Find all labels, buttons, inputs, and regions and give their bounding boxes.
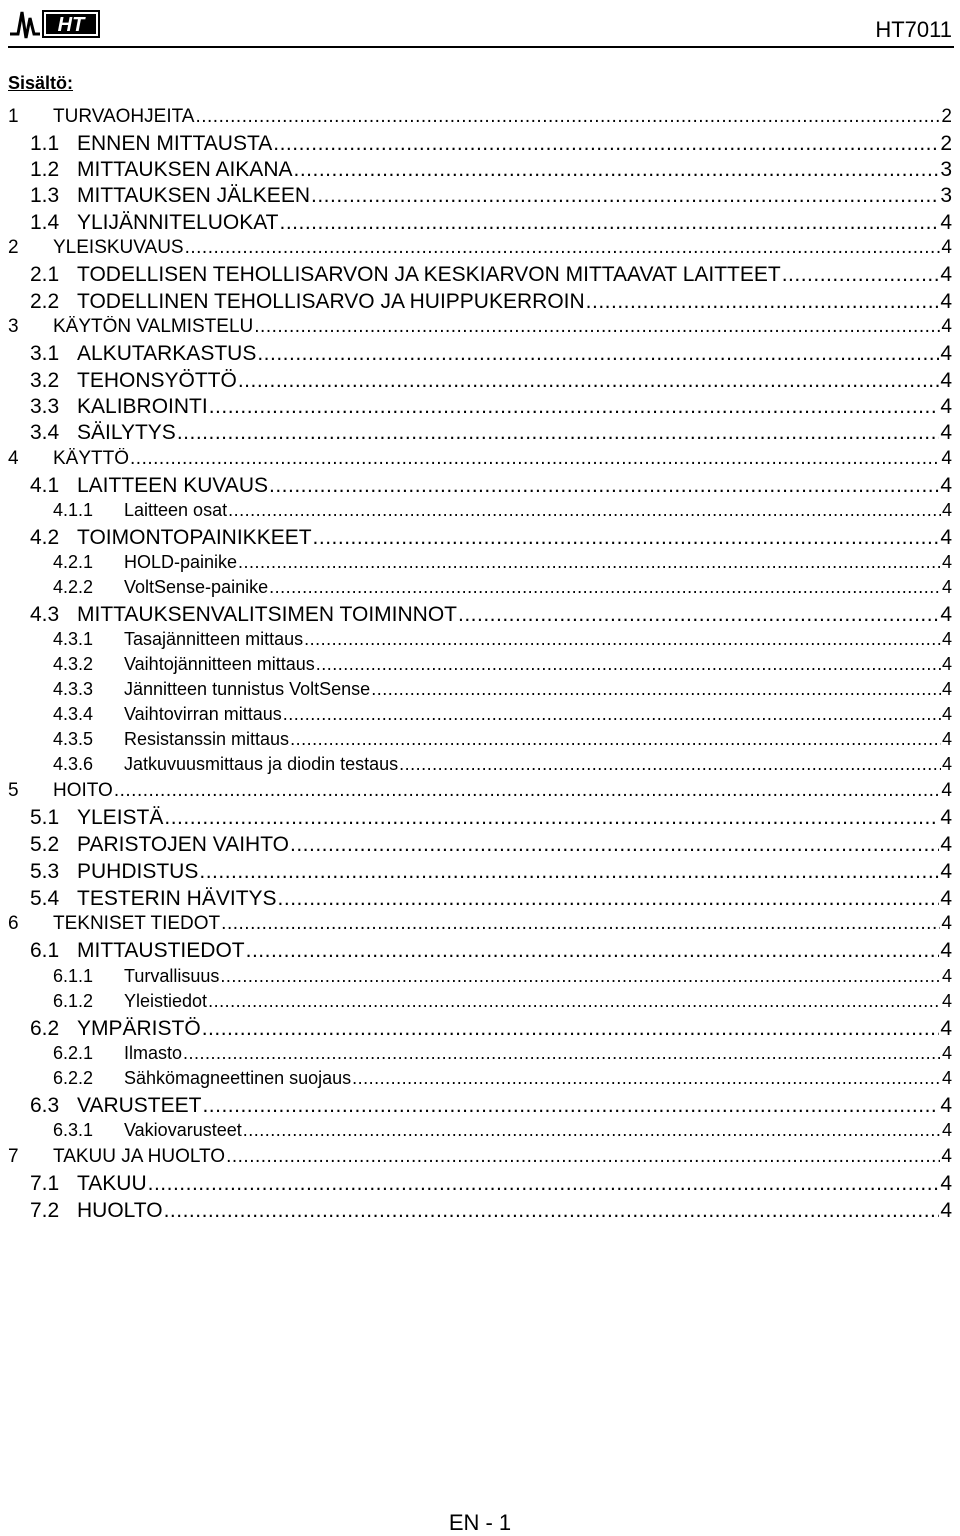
ht-logo-graphic	[8, 4, 104, 42]
toc-leader-dots	[458, 603, 939, 627]
toc-leader-dots	[280, 211, 940, 235]
toc-entry-page: 4	[940, 290, 952, 313]
toc-leader-dots	[246, 939, 940, 963]
toc-entry[interactable]	[30, 184, 952, 210]
toc-entry[interactable]	[30, 211, 952, 237]
toc-entry[interactable]	[30, 806, 952, 832]
toc-entry-number: 5.2	[30, 833, 60, 856]
toc-entry-title: HOITO	[53, 780, 113, 801]
toc-entry-title: Sähkömagneettinen suojaus	[124, 1068, 352, 1088]
toc-leader-dots	[202, 1017, 940, 1041]
toc-entry-title: HOLD-painike	[124, 552, 238, 572]
toc-entry-number: 4.2.1	[53, 552, 94, 572]
toc-entry[interactable]	[30, 132, 952, 158]
toc-entry-title: Ilmasto	[124, 1043, 183, 1063]
toc-entry-number: 7.1	[30, 1172, 60, 1195]
header-divider	[8, 46, 954, 48]
toc-entry-number: 6.1.2	[53, 991, 94, 1011]
toc-entry-number: 7	[8, 1146, 19, 1167]
toc-entry-number: 1	[8, 106, 19, 127]
toc-entry-page: 4	[941, 704, 952, 724]
toc-entry-number: 4.1	[30, 474, 60, 497]
toc-entry-page: 4	[940, 603, 952, 626]
toc-entry-page: 4	[940, 939, 952, 962]
toc-entry[interactable]	[30, 474, 952, 500]
toc-leader-dots	[177, 421, 939, 445]
toc-entry-number: 4.2	[30, 526, 60, 549]
toc-entry-page: 4	[941, 448, 952, 469]
toc-entry-page: 4	[940, 833, 952, 856]
toc-entry-number: 1.2	[30, 158, 60, 181]
toc-entry-title: MITTAUKSEN AIKANA	[77, 158, 293, 181]
toc-entry[interactable]	[8, 780, 952, 806]
toc-leader-dots	[269, 474, 939, 498]
toc-leader-dots	[283, 704, 941, 725]
toc-entry[interactable]	[8, 1146, 952, 1172]
toc-entry-number: 3.4	[30, 421, 60, 444]
toc-entry-title: LAITTEEN KUVAUS	[77, 474, 268, 497]
toc-entry-number: 2	[8, 237, 19, 258]
toc-entry[interactable]	[53, 500, 952, 526]
toc-entry[interactable]	[53, 754, 952, 780]
toc-entry-title: TESTERIN HÄVITYS	[77, 887, 277, 910]
toc-leader-dots	[221, 913, 940, 935]
toc-entry-title: MITTAUKSENVALITSIMEN TOIMINNOT	[77, 603, 457, 626]
toc-entry-page: 4	[941, 729, 952, 749]
toc-entry-number: 6.3	[30, 1094, 60, 1117]
toc-entry[interactable]	[30, 939, 952, 965]
toc-entry-page: 4	[941, 1120, 952, 1140]
toc-entry[interactable]	[30, 833, 952, 859]
toc-leader-dots	[238, 369, 939, 393]
toc-entry[interactable]	[30, 158, 952, 184]
toc-leader-dots	[290, 833, 939, 857]
toc-entry-title: Vaihtovirran mittaus	[124, 704, 282, 724]
toc-entry[interactable]	[53, 1043, 952, 1069]
toc-entry[interactable]	[30, 860, 952, 886]
toc-entry-title: YLEISTÄ	[77, 806, 164, 829]
toc-entry[interactable]	[30, 1017, 952, 1043]
toc-entry-page: 4	[941, 577, 952, 597]
toc-leader-dots	[164, 806, 939, 830]
toc-leader-dots	[148, 1172, 940, 1196]
toc-entry-number: 5	[8, 780, 19, 801]
toc-leader-dots	[273, 132, 939, 156]
toc-entry[interactable]	[53, 1120, 952, 1146]
toc-entry[interactable]	[30, 369, 952, 395]
toc-entry-number: 6.1	[30, 939, 60, 962]
toc-entry[interactable]	[30, 1199, 952, 1225]
toc-entry-page: 4	[941, 237, 952, 258]
toc-entry-title: Jatkuvuusmittaus ja diodin testaus	[124, 754, 399, 774]
toc-entry-title: TURVAOHJEITA	[53, 106, 195, 127]
toc-entry-page: 4	[941, 913, 952, 934]
toc-entry-page: 4	[941, 679, 952, 699]
toc-entry-page: 3	[940, 184, 952, 207]
ht-logo	[8, 4, 104, 42]
toc-entry-number: 4.3.5	[53, 729, 94, 749]
toc-entry[interactable]	[53, 679, 952, 705]
toc-entry-page: 4	[941, 500, 952, 520]
toc-entry[interactable]	[30, 395, 952, 421]
toc-entry-number: 4.1.1	[53, 500, 94, 520]
toc-entry-number: 4.3.4	[53, 704, 94, 724]
toc-entry-number: 3.2	[30, 369, 60, 392]
toc-entry-title: KÄYTÖN VALMISTELU	[53, 316, 254, 337]
toc-entry-number: 7.2	[30, 1199, 60, 1222]
toc-entry-page: 4	[941, 991, 952, 1011]
toc-entry-page: 4	[940, 421, 952, 444]
toc-entry-title: TAKUU	[77, 1172, 147, 1195]
toc-entry-title: MITTAUSTIEDOT	[77, 939, 245, 962]
toc-entry-title: KÄYTTÖ	[53, 448, 130, 469]
toc-leader-dots	[313, 526, 940, 550]
toc-entry[interactable]	[8, 316, 952, 342]
toc-leader-dots	[294, 158, 940, 182]
toc-entry-title: PUHDISTUS	[77, 860, 199, 883]
toc-leader-dots	[208, 991, 941, 1012]
toc-leader-dots	[269, 577, 941, 598]
toc-entry-number: 4.3.1	[53, 629, 94, 649]
toc-entry-title: Yleistiedot	[124, 991, 208, 1011]
toc-entry-number: 1.3	[30, 184, 60, 207]
toc-entry-number: 6	[8, 913, 19, 934]
toc-entry-page: 4	[941, 966, 952, 986]
toc-leader-dots	[586, 290, 940, 314]
toc-entry-title: YLIJÄNNITELUOKAT	[77, 211, 279, 234]
toc-entry-number: 4	[8, 448, 19, 469]
toc-entry-title: Vaihtojännitteen mittaus	[124, 654, 315, 674]
toc-entry-title: TAKUU JA HUOLTO	[53, 1146, 226, 1167]
toc-leader-dots	[238, 552, 941, 573]
toc-leader-dots	[254, 316, 940, 338]
toc-entry-page: 4	[940, 395, 952, 418]
toc-entry-page: 4	[941, 316, 952, 337]
toc-entry-number: 6.3.1	[53, 1120, 94, 1140]
toc-entry-page: 4	[940, 1172, 952, 1195]
toc-leader-dots	[352, 1068, 941, 1089]
svg-text:HT: HT	[57, 14, 85, 36]
toc-entry-number: 5.3	[30, 860, 60, 883]
toc-leader-dots	[226, 1146, 940, 1168]
toc-entry-page: 4	[940, 1199, 952, 1222]
toc-entry-page: 4	[941, 754, 952, 774]
toc-entry-page: 4	[940, 806, 952, 829]
toc-entry-page: 4	[941, 552, 952, 572]
toc-entry-page: 2	[941, 106, 952, 127]
toc-entry-page: 3	[940, 158, 952, 181]
toc-entry-number: 1.4	[30, 211, 60, 234]
toc-entry-number: 6.2.2	[53, 1068, 94, 1088]
toc-entry-title: TOIMONTOPAINIKKEET	[77, 526, 312, 549]
toc-entry[interactable]	[53, 729, 952, 755]
toc-entry-title: Vakiovarusteet	[124, 1120, 242, 1140]
toc-entry[interactable]	[30, 887, 952, 913]
toc-entry-title: SÄILYTYS	[77, 421, 176, 444]
toc-entry[interactable]	[30, 421, 952, 447]
toc-entry-title: MITTAUKSEN JÄLKEEN	[77, 184, 310, 207]
toc-entry-number: 6.1.1	[53, 966, 94, 986]
toc-entry-page: 4	[941, 654, 952, 674]
toc-entry-title: TODELLINEN TEHOLLISARVO JA HUIPPUKERROIN	[77, 290, 585, 313]
toc-entry-number: 5.4	[30, 887, 60, 910]
toc-leader-dots	[130, 448, 940, 470]
toc-entry-number: 6.2.1	[53, 1043, 94, 1063]
toc-entry-title: VARUSTEET	[77, 1094, 202, 1117]
toc-entry-number: 6.2	[30, 1017, 60, 1040]
toc-entry-number: 1.1	[30, 132, 60, 155]
toc-leader-dots	[257, 342, 939, 366]
toc-entry-page: 4	[941, 1068, 952, 1088]
toc-entry-page: 4	[941, 1146, 952, 1167]
toc-leader-dots	[209, 395, 940, 419]
toc-leader-dots	[316, 654, 941, 675]
toc-entry-number: 4.3	[30, 603, 60, 626]
toc-entry-title: TODELLISEN TEHOLLISARVON JA KESKIARVON MITTAAVAT LAITTEET	[77, 263, 781, 286]
toc-entry-page: 4	[940, 526, 952, 549]
toc-entry[interactable]	[8, 237, 952, 263]
document-code: HT7011	[875, 17, 952, 42]
toc-entry[interactable]	[53, 704, 952, 730]
toc-leader-dots	[243, 1120, 941, 1141]
toc-leader-dots	[782, 263, 940, 287]
toc-entry-number: 4.3.6	[53, 754, 94, 774]
toc-leader-dots	[278, 887, 940, 911]
toc-entry-number: 4.3.3	[53, 679, 94, 699]
toc-leader-dots	[195, 106, 940, 128]
toc-leader-dots	[399, 754, 941, 775]
toc-entry[interactable]	[53, 629, 952, 655]
toc-entry-page: 4	[940, 1094, 952, 1117]
toc-entry[interactable]	[53, 577, 952, 603]
toc-entry[interactable]	[30, 1094, 952, 1120]
toc-entry-page: 4	[940, 342, 952, 365]
toc-entry[interactable]	[53, 966, 952, 992]
toc-entry-title: KALIBROINTI	[77, 395, 208, 418]
toc-entry-title: YMPÄRISTÖ	[77, 1017, 201, 1040]
toc-entry-page: 4	[941, 629, 952, 649]
toc-entry-title: Laitteen osat	[124, 500, 228, 520]
toc-leader-dots	[290, 729, 941, 750]
toc-entry-page: 4	[940, 860, 952, 883]
toc-entry-number: 3.3	[30, 395, 60, 418]
toc-entry-number: 2.2	[30, 290, 60, 313]
toc-entry-number: 5.1	[30, 806, 60, 829]
toc-entry-page: 4	[941, 1043, 952, 1063]
toc-entry-page: 4	[941, 780, 952, 801]
toc-entry-page: 4	[940, 474, 952, 497]
toc-entry-page: 4	[940, 211, 952, 234]
toc-leader-dots	[164, 1199, 940, 1223]
toc-entry[interactable]	[8, 448, 952, 474]
toc-leader-dots	[311, 184, 939, 208]
toc-entry-title: ALKUTARKASTUS	[77, 342, 257, 365]
toc-entry[interactable]	[30, 1172, 952, 1198]
toc-entry-title: YLEISKUVAUS	[53, 237, 184, 258]
toc-entry[interactable]	[53, 991, 952, 1017]
toc-entry[interactable]	[30, 603, 952, 629]
toc-leader-dots	[304, 629, 941, 650]
toc-entry-title: Tasajännitteen mittaus	[124, 629, 304, 649]
toc-entry-title: HUOLTO	[77, 1199, 163, 1222]
toc-entry[interactable]	[30, 263, 952, 289]
toc-entry[interactable]	[8, 106, 952, 132]
toc-entry-page: 4	[940, 263, 952, 286]
toc-entry[interactable]	[53, 1068, 952, 1094]
toc-entry-title: Turvallisuus	[124, 966, 220, 986]
toc-entry-title: TEKNISET TIEDOT	[53, 913, 221, 934]
toc-entry-number: 2.1	[30, 263, 60, 286]
toc-entry[interactable]	[30, 526, 952, 552]
toc-entry-number: 3	[8, 316, 19, 337]
toc-entry[interactable]	[30, 342, 952, 368]
toc-entry-title: Jännitteen tunnistus VoltSense	[124, 679, 371, 699]
toc-entry-title: TEHONSYÖTTÖ	[77, 369, 237, 392]
toc-leader-dots	[228, 500, 941, 521]
toc-entry-title: VoltSense-painike	[124, 577, 269, 597]
toc-entry-page: 2	[940, 132, 952, 155]
page-header	[0, 0, 960, 52]
footer-page-number: EN - 1	[448, 1510, 512, 1535]
toc-leader-dots	[183, 1043, 941, 1064]
toc-entry-title: ENNEN MITTAUSTA	[77, 132, 273, 155]
toc-leader-dots	[371, 679, 941, 700]
toc-entry[interactable]	[30, 290, 952, 316]
toc-heading: Sisältö:	[8, 73, 74, 93]
toc-entry-title: Resistanssin mittaus	[124, 729, 290, 749]
toc-entry-title: PARISTOJEN VAIHTO	[77, 833, 289, 856]
toc-leader-dots	[114, 780, 941, 802]
toc-entry-number: 4.2.2	[53, 577, 94, 597]
toc-entry[interactable]	[8, 913, 952, 939]
toc-leader-dots	[220, 966, 941, 987]
toc-entry-page: 4	[940, 1017, 952, 1040]
toc-entry-number: 3.1	[30, 342, 60, 365]
toc-entry[interactable]	[53, 552, 952, 578]
toc-entry-page: 4	[940, 369, 952, 392]
toc-entry-page: 4	[940, 887, 952, 910]
toc-leader-dots	[199, 860, 939, 884]
toc-entry-number: 4.3.2	[53, 654, 94, 674]
toc-entry[interactable]	[53, 654, 952, 680]
toc-leader-dots	[202, 1094, 939, 1118]
toc-leader-dots	[185, 237, 941, 259]
